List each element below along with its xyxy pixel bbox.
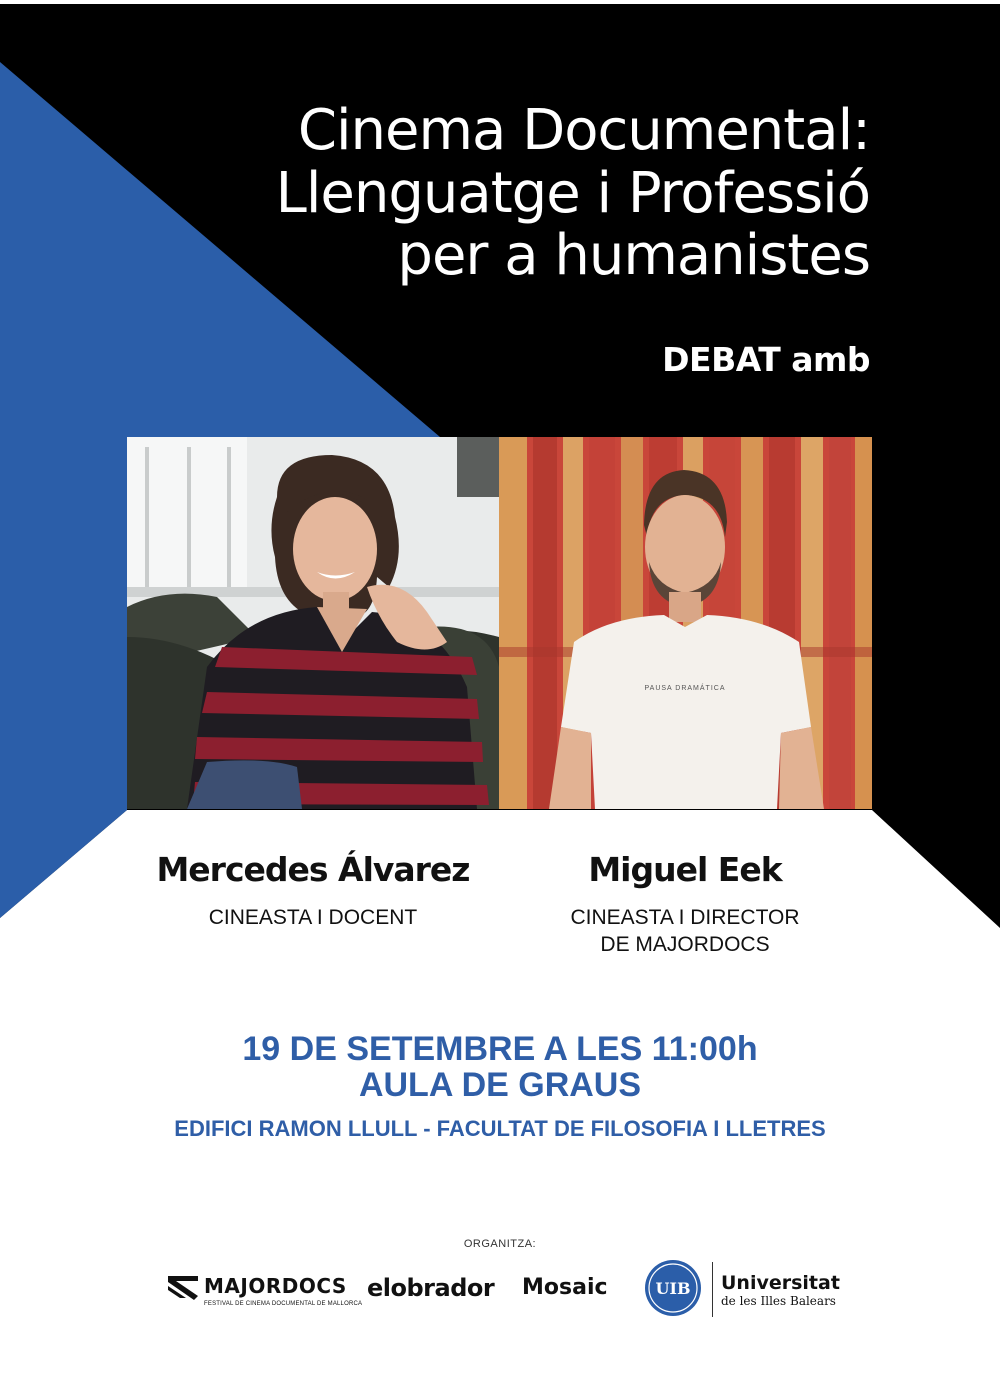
photo-illustration-left	[127, 437, 499, 809]
majordocs-name: MAJORDOCS	[204, 1274, 347, 1298]
majordocs-tagline: FESTIVAL DE CINEMA DOCUMENTAL DE MALLORCA	[204, 1301, 363, 1307]
speaker-name: Mercedes Álvarez	[156, 850, 470, 889]
event-title	[276, 100, 870, 288]
uib-divider	[712, 1262, 713, 1317]
speaker-role	[499, 905, 871, 959]
organizers-label: ORGANITZA:	[463, 1238, 537, 1250]
speaker-role-line: CINEASTA I DOCENT	[208, 906, 418, 929]
title-line-2: Llenguatge i Professió	[275, 160, 870, 226]
debate-subtitle: DEBAT amb	[662, 340, 870, 379]
mosaic-logo: Mosaic	[522, 1275, 608, 1300]
speaker-photo-mercedes	[127, 437, 499, 809]
speaker-role-line: CINEASTA I DIRECTOR	[570, 906, 800, 929]
speaker-role-line: DE MAJORDOCS	[600, 932, 770, 956]
event-date: 19 DE SETEMBRE A LES 11:00h	[242, 1030, 758, 1068]
shirt-print: PAUSA DRAMÁTICA	[644, 685, 726, 692]
uib-seal-text: UIB	[655, 1279, 691, 1298]
title-line-1: Cinema Documental:	[297, 98, 870, 163]
speaker-role	[127, 905, 499, 932]
uib-seal-icon	[644, 1259, 702, 1317]
event-building: EDIFICI RAMON LLULL - FACULTAT DE FILOSOFIA I LLETRES	[174, 1116, 826, 1141]
title-line-3: per a humanistes	[397, 223, 870, 289]
uib-title: Universitat	[721, 1272, 840, 1294]
speaker-photo-miguel	[499, 437, 872, 809]
majordocs-mark-icon	[168, 1274, 198, 1300]
speaker-name: Miguel Eek	[588, 850, 782, 889]
event-venue: AULA DE GRAUS	[358, 1066, 642, 1104]
uib-subtitle: de les Illes Balears	[721, 1294, 836, 1308]
speaker-card-miguel	[499, 850, 871, 959]
elobrador-logo: elobrador	[367, 1274, 495, 1302]
speaker-card-mercedes	[127, 850, 499, 932]
photo-illustration-right	[499, 437, 872, 809]
